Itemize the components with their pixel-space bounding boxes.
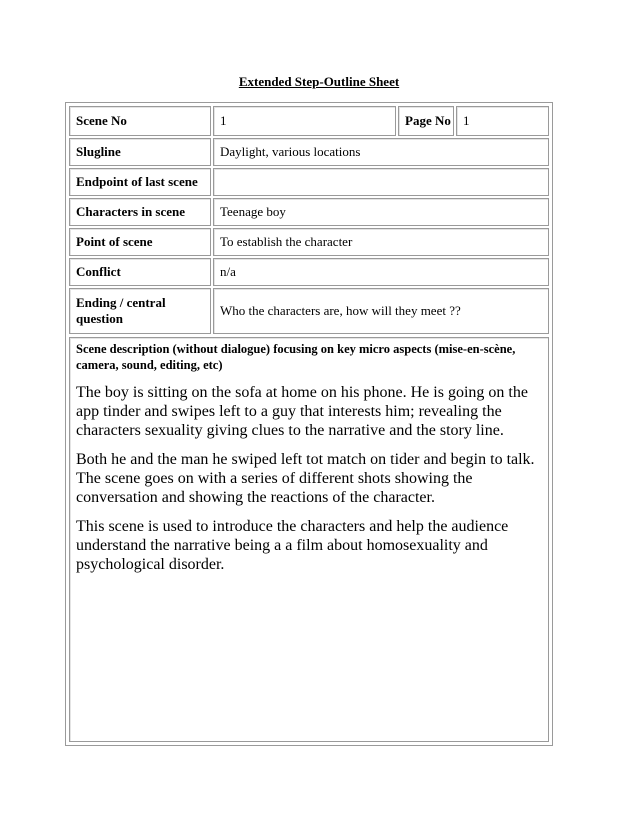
ending-value: Who the characters are, how will they meet ?? (213, 288, 549, 334)
page-no-label: Page No (398, 106, 454, 136)
page-no-value: 1 (456, 106, 549, 136)
endpoint-value (213, 168, 549, 196)
characters-label: Characters in scene (69, 198, 211, 226)
description-paragraph: This scene is used to introduce the characters and help the audience understand the narrative being a a film about homosexuality and psychological disorder. (76, 518, 509, 573)
scene-no-label: Scene No (69, 106, 211, 136)
sheet-title: Extended Step-Outline Sheet (238, 74, 400, 89)
description-heading: Scene description (without dialogue) focusing on key micro aspects (mise-en-scène, camera, sound, editing, etc) (76, 342, 516, 372)
conflict-label: Conflict (69, 258, 211, 286)
scene-no-value: 1 (213, 106, 396, 136)
point-label: Point of scene (69, 228, 211, 256)
description-paragraph: The boy is sitting on the sofa at home on his phone. He is going on the app tinder and swipes left to a guy that interests him; revealing the characters sexuality giving clues to the narrative and the story line. (76, 384, 528, 439)
scene-description (69, 337, 549, 742)
endpoint-label: Endpoint of last scene (69, 168, 211, 196)
point-value: To establish the character (213, 228, 549, 256)
outline-table (65, 102, 553, 746)
slugline-value: Daylight, various locations (213, 138, 549, 166)
conflict-value: n/a (213, 258, 549, 286)
description-paragraph: Both he and the man he swiped left tot match on tider and begin to talk. The scene goes on with a series of different shots showing the conversation and showing the reactions of the character. (76, 451, 535, 506)
ending-label: Ending / central question (69, 288, 211, 334)
characters-value: Teenage boy (213, 198, 549, 226)
slugline-label: Slugline (69, 138, 211, 166)
